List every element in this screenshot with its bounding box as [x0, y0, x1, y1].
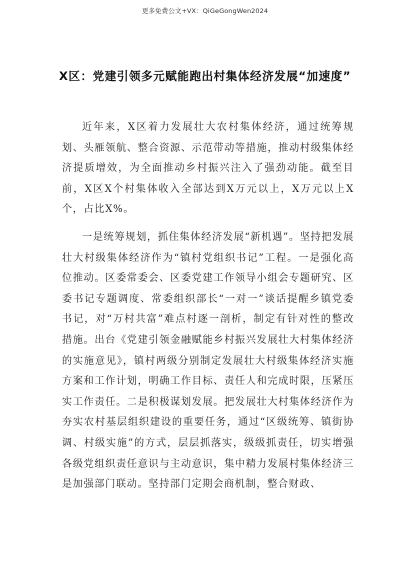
- paragraph-intro: 近年来，X区着力发展壮大农村集体经济，通过统筹规划、头雁领航、整合资源、示范带动等措施，推动村级集体经济提质增效，为全面推动乡村振兴注入了强劲动能。截至目前，X区X个村集体收入全部达到X万元以上，X万元以上X个，占比X%。: [62, 122, 354, 216]
- paragraph-planning: 一是统筹规划，抓住集体经济发展“新机遇”。坚持把发展壮大村级集体经济作为“镇村党组织书记”工程。一是强化高位推动。区委常委会、区委党建工作领导小组会专题研究、区委书记专题调度、常委组织部长“一对一”谈话提醒乡镇党委书记，对“万村共富”难点村逐一剖析，制定有针对性的整改措施。出台《党建引领金融赋能乡村振兴发展壮大村集体经济的实施意见》，镇村两级分别制定发展壮大村级集体经济实施方案和工作计划，明确工作目标、责任人和完成时限，压紧压实工作责任。二是积极谋划发展。把发展壮大村集体经济作为夯实农村基层组织建设的重要任务，通过“区级统筹、镇街协调、村级实施”的方式，层层抓落实，级级抓责任，切实增强各级党组织责任意识与主动意识，集中精力发展村集体经济三是加强部门联动。坚持部门定期会商机制，整合财政、: [62, 231, 354, 491]
- header-note: 更多免费公文+VX：QiGeGongWen2024: [141, 7, 269, 15]
- document-body: [62, 118, 354, 503]
- document-title: X区：党建引领多元赋能跑出村集体经济发展“加速度”: [59, 69, 351, 83]
